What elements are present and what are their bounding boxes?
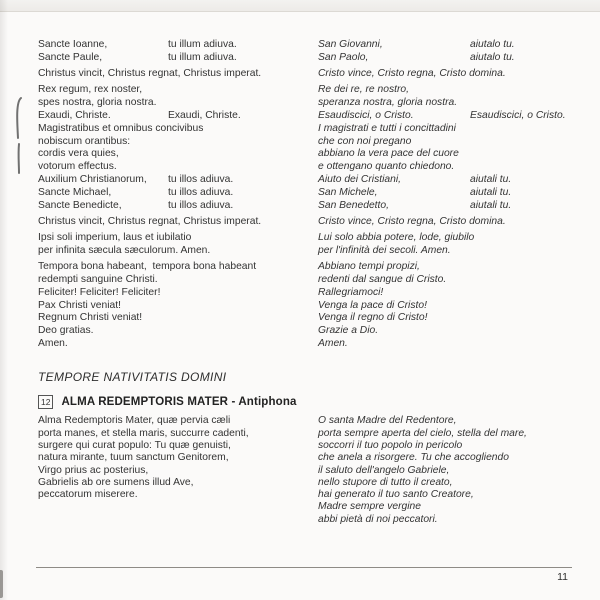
versicle-response: tu illum adiuva. — [168, 39, 237, 50]
page-number: 11 — [557, 571, 568, 583]
text-line: Re dei re, re nostro, — [318, 84, 409, 96]
text-line: Regnum Christi veniat! — [38, 312, 143, 324]
litany-paragraph — [318, 216, 576, 229]
hymn-italian-column — [318, 415, 576, 526]
text-line — [318, 200, 576, 213]
hymn-line: surgere qui curat populo: Tu quæ genuisti, — [38, 439, 231, 451]
versicle-call: San Michele, — [318, 186, 378, 198]
text-line: Ipsi soli imperium, laus et iubilatio — [38, 232, 192, 244]
versicle-call: San Paolo, — [318, 51, 369, 63]
text-line: cordis vera quies, — [38, 148, 119, 160]
text-line: Christus vincit, Christus regnat, Christus imperat. — [38, 215, 262, 227]
text-line: Tempora bona habeant, tempora bona habeant — [38, 261, 257, 273]
text-line: Deo gratias. — [38, 325, 94, 337]
versicle-response: aiutalo tu. — [470, 39, 515, 50]
hymn-line: porta sempre aperta del cielo, stella del mare, — [318, 427, 527, 439]
hymn-heading-row — [38, 395, 576, 409]
text-line — [318, 52, 576, 65]
text-line: Pax Christi veniat! — [38, 299, 121, 311]
text-line: redenti dal sangue di Cristo. — [318, 274, 447, 286]
hymn-line: Madre sempre vergine — [318, 501, 422, 513]
versicle-response: aiutali tu. — [470, 173, 512, 185]
text-line: Christus vincit, Christus regnat, Christus imperat. — [38, 68, 262, 80]
text-line: Venga il regno di Cristo! — [318, 312, 428, 324]
page-content — [38, 39, 576, 526]
hymn-section — [38, 415, 576, 526]
versicle-response: aiutali tu. — [470, 186, 512, 198]
text-line: Feliciter! Feliciter! Feliciter! — [38, 286, 161, 298]
text-line: Magistratibus et omnibus concivibus — [38, 122, 204, 134]
versicle-response: tu illos adiuva. — [168, 186, 234, 198]
litany-paragraph — [318, 68, 576, 81]
text-line — [38, 52, 318, 65]
versicle-response: aiutalo tu. — [470, 51, 515, 63]
versicle-call: Aiuto dei Cristiani, — [318, 173, 401, 185]
hymn-line: Alma Redemptoris Mater, quæ pervia cæli — [38, 415, 231, 427]
versicle-call: Esaudiscici, o Cristo. — [318, 109, 414, 121]
litany-paragraph — [318, 84, 576, 212]
hymn-line: peccatorum miserere. — [38, 489, 138, 501]
footer-rule — [36, 567, 572, 568]
versicle-call: Sancte Ioanne, — [38, 39, 108, 50]
litany-paragraph — [38, 39, 318, 65]
versicle-call: San Benedetto, — [318, 199, 389, 211]
text-line — [318, 174, 576, 187]
text-line: abbiano la vera pace del cuore — [318, 148, 459, 160]
versicle-call: Sancte Benedicte, — [38, 199, 122, 211]
hymn-line: che anela a risorgere. Tu che accogliendo — [318, 452, 509, 464]
litany-italian-column — [318, 39, 576, 354]
text-line: speranza nostra, gloria nostra. — [318, 97, 458, 109]
page-top-edge — [0, 0, 600, 12]
hymn-latin-column — [38, 415, 318, 526]
litany-paragraph — [318, 232, 576, 258]
scan-artifact-mark — [0, 570, 3, 598]
text-line: Abbiano tempi propizi, — [318, 261, 420, 273]
hymn-line: hai generato il tuo santo Creatore, — [318, 489, 474, 501]
hymn-line: natura mirante, tuum sanctum Genitorem, — [38, 452, 229, 464]
hymn-line: nello stupore di tutto il creato, — [318, 476, 453, 488]
text-line: Rex regum, rex noster, — [38, 84, 143, 96]
litany-paragraph — [38, 261, 318, 351]
text-line — [318, 39, 576, 52]
text-line: votorum effectus. — [38, 161, 117, 173]
text-line: I magistrati e tutti i concittadini — [318, 122, 456, 134]
versicle-response: aiutali tu. — [470, 199, 512, 211]
litany-paragraph — [318, 39, 576, 65]
left-edge-shade — [0, 0, 8, 600]
litany-paragraph — [38, 232, 318, 258]
litany-paragraph — [38, 84, 318, 212]
litany-paragraph — [38, 68, 318, 81]
text-line: Rallegriamoci! — [318, 286, 384, 298]
litany-paragraph — [38, 216, 318, 229]
versicle-call: San Giovanni, — [318, 39, 383, 50]
margin-pencil-marks — [8, 90, 34, 180]
versicle-response: Exaudi, Christe. — [168, 109, 241, 121]
hymn-line: porta manes, et stella maris, succurre cadenti, — [38, 427, 249, 439]
hymn-line: O santa Madre del Redentore, — [318, 415, 457, 427]
text-line: nobiscum orantibus: — [38, 135, 131, 147]
hymn-line: soccorri il tuo popolo in pericolo — [318, 439, 463, 451]
text-line — [38, 39, 318, 52]
versicle-response: Esaudiscici, o Cristo. — [470, 109, 566, 121]
season-heading: TEMPORE NATIVITATIS DOMINI — [38, 370, 227, 385]
text-line: che con noi pregano — [318, 135, 412, 147]
versicle-response: tu illum adiuva. — [168, 51, 237, 63]
text-line: per l'infinità dei secoli. Amen. — [318, 244, 451, 256]
versicle-call: Auxilium Christianorum, — [38, 173, 147, 185]
text-line: Amen. — [318, 338, 348, 350]
hymn-line: abbi pietà di noi peccatori. — [318, 513, 438, 525]
text-line: e ottengano quanto chiedono. — [318, 161, 455, 173]
hymn-line: Gabrielis ab ore sumens illud Ave, — [38, 476, 194, 488]
text-line: Venga la pace di Cristo! — [318, 299, 427, 311]
text-line: redempti sanguine Christi. — [38, 274, 158, 286]
text-line: Cristo vince, Cristo regna, Cristo domina. — [318, 68, 506, 80]
text-line — [38, 187, 318, 200]
text-line: Cristo vince, Cristo regna, Cristo domina. — [318, 215, 506, 227]
versicle-response: tu illos adiuva. — [168, 173, 234, 185]
litany-paragraph — [318, 261, 576, 351]
text-line: per infinita sæcula sæculorum. Amen. — [38, 244, 211, 256]
text-line — [38, 174, 318, 187]
text-line: Grazie a Dio. — [318, 325, 379, 337]
hymn-title: ALMA REDEMPTORIS MATER - Antiphona — [61, 396, 297, 409]
versicle-call: Exaudi, Christe. — [38, 109, 111, 121]
text-line — [38, 200, 318, 213]
versicle-call: Sancte Paule, — [38, 51, 103, 63]
text-line: spes nostra, gloria nostra. — [38, 97, 157, 109]
pencil-mark-1 — [17, 98, 21, 138]
versicle-response: tu illos adiuva. — [168, 199, 234, 211]
text-line: Amen. — [38, 338, 68, 350]
versicle-call: Sancte Michael, — [38, 186, 112, 198]
text-line — [318, 187, 576, 200]
text-line — [318, 110, 576, 123]
litany-latin-column — [38, 39, 318, 354]
hymn-line: Virgo prius ac posterius, — [38, 464, 149, 476]
track-number-box: 12 — [38, 395, 53, 409]
litany-section — [38, 39, 576, 354]
hymn-line: il saluto dell'angelo Gabriele, — [318, 464, 450, 476]
text-line: Lui solo abbia potere, lode, giubilo — [318, 232, 475, 244]
text-line — [38, 110, 318, 123]
